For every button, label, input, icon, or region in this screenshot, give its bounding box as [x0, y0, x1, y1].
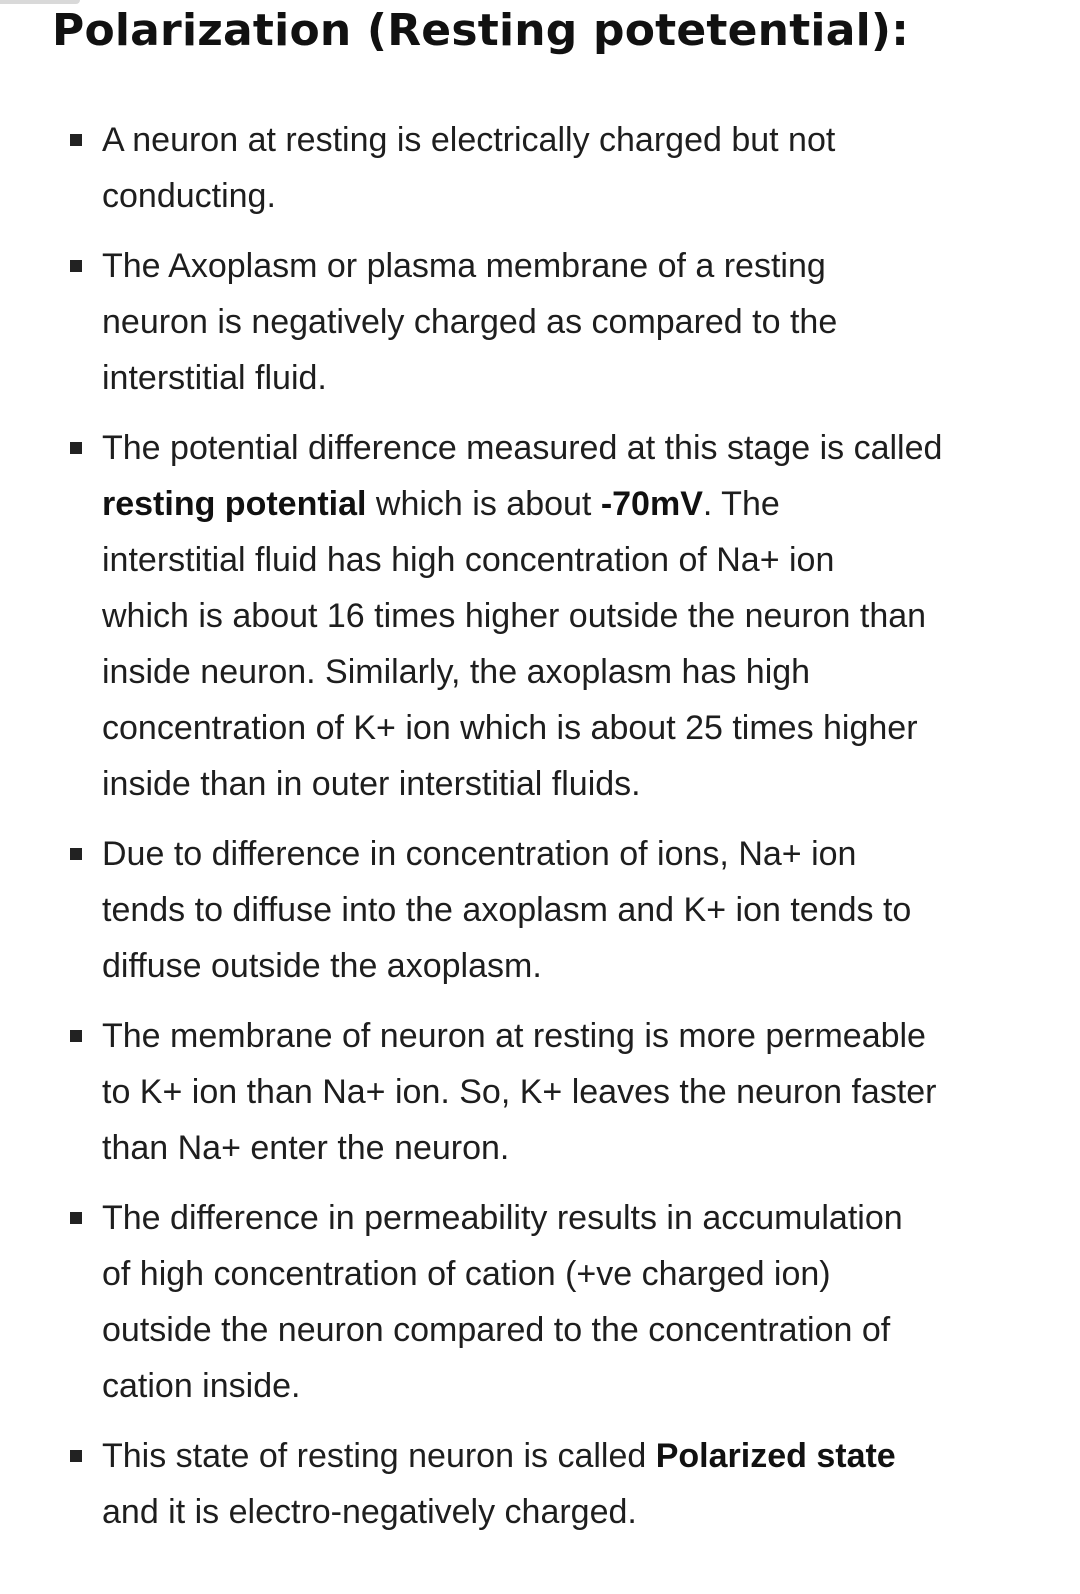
bullet-text-line	[102, 294, 1028, 350]
bullet-text-line	[102, 1358, 1028, 1414]
bullet-text-line	[102, 1302, 1028, 1358]
text-segment: The membrane of neuron at resting is more permeable	[102, 1017, 926, 1055]
text-segment: which is about	[366, 485, 601, 523]
bullet-text-line	[102, 700, 1028, 756]
square-bullet-icon	[70, 848, 82, 860]
bullet-text-line	[102, 1246, 1028, 1302]
bullet-text-line	[102, 1064, 1028, 1120]
bullet-point-5	[0, 1008, 1080, 1176]
text-segment: The difference in permeability results in accumulation	[102, 1199, 903, 1237]
bullet-text-line	[102, 476, 1028, 532]
bold-term: resting potential	[102, 485, 367, 523]
page-title: Polarization (Resting potetential):	[52, 5, 909, 56]
bullet-point-2	[0, 238, 1080, 406]
text-segment: outside the neuron compared to the concentration of	[102, 1311, 891, 1349]
text-segment: . The	[702, 485, 780, 523]
bullet-text-line	[102, 938, 1028, 994]
square-bullet-icon	[70, 442, 82, 454]
bullet-point-3	[0, 420, 1080, 812]
bullet-text-line	[102, 112, 1028, 168]
bullet-list	[0, 112, 1080, 1554]
bullet-text-line	[102, 168, 1028, 224]
bullet-text-line	[102, 644, 1028, 700]
text-segment: concentration of K+ ion which is about 25 times higher	[102, 709, 918, 747]
bullet-point-6	[0, 1190, 1080, 1414]
text-segment: The potential difference measured at this stage is called	[102, 429, 943, 467]
bullet-text-line	[102, 420, 1028, 476]
square-bullet-icon	[70, 1212, 82, 1224]
text-segment: cation inside.	[102, 1367, 301, 1405]
bullet-point-1	[0, 112, 1080, 224]
text-segment: interstitial fluid.	[102, 359, 327, 397]
square-bullet-icon	[70, 134, 82, 146]
text-segment: inside than in outer interstitial fluids.	[102, 765, 641, 803]
text-segment: which is about 16 times higher outside the neuron than	[102, 597, 927, 635]
text-segment: A neuron at resting is electrically charged but not	[102, 121, 836, 159]
bold-term: -70mV	[600, 485, 703, 523]
text-segment: tends to diffuse into the axoplasm and K+ ion tends to	[102, 891, 912, 929]
square-bullet-icon	[70, 1450, 82, 1462]
bullet-text-line	[102, 1428, 1028, 1484]
square-bullet-icon	[70, 260, 82, 272]
text-segment: Due to difference in concentration of ions, Na+ ion	[102, 835, 857, 873]
text-segment: of high concentration of cation (+ve charged ion)	[102, 1255, 831, 1293]
bullet-text-line	[102, 1008, 1028, 1064]
bullet-text-line	[102, 756, 1028, 812]
text-segment: inside neuron. Similarly, the axoplasm has high	[102, 653, 811, 691]
text-segment: This state of resting neuron is called	[102, 1437, 656, 1475]
bullet-text-line	[102, 1190, 1028, 1246]
bullet-text-line	[102, 882, 1028, 938]
bold-term: Polarized state	[655, 1437, 896, 1475]
bullet-text-line	[102, 350, 1028, 406]
bullet-text-line	[102, 826, 1028, 882]
text-segment: neuron is negatively charged as compared to the	[102, 303, 838, 341]
text-segment: diffuse outside the axoplasm.	[102, 947, 542, 985]
text-segment: conducting.	[102, 177, 276, 215]
bullet-point-4	[0, 826, 1080, 994]
bullet-text-line	[102, 532, 1028, 588]
text-segment: than Na+ enter the neuron.	[102, 1129, 510, 1167]
bullet-text-line	[102, 1120, 1028, 1176]
text-segment: interstitial fluid has high concentration of Na+ ion	[102, 541, 835, 579]
text-segment: and it is electro-negatively charged.	[102, 1493, 637, 1531]
bullet-point-7	[0, 1428, 1080, 1540]
bullet-text-line	[102, 1484, 1028, 1540]
square-bullet-icon	[70, 1030, 82, 1042]
text-segment: to K+ ion than Na+ ion. So, K+ leaves the neuron faster	[102, 1073, 937, 1111]
bullet-text-line	[102, 238, 1028, 294]
bullet-text-line	[102, 588, 1028, 644]
text-segment: The Axoplasm or plasma membrane of a resting	[102, 247, 826, 285]
